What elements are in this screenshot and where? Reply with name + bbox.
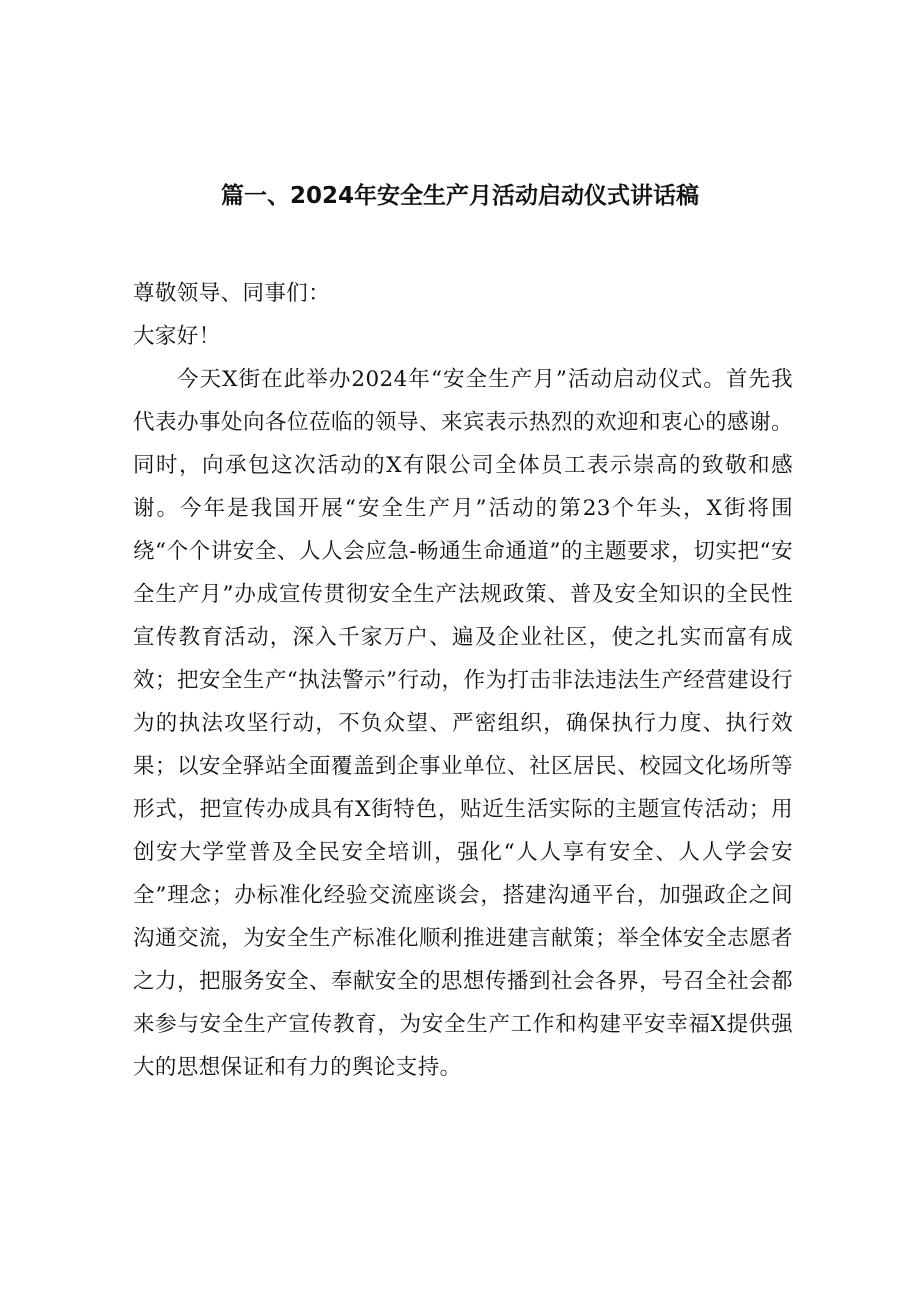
body-paragraph: 今天X街在此举办2024年“安全生产月”活动启动仪式。首先我代表办事处向各位莅临的领导、来宾表示热烈的欢迎和衷心的感谢。同时，向承包这次活动的X有限公司全体员工表示崇高的致敬和感谢。今年是我国开展“安全生产月”活动的第23个年头，X街将围绕“个个讲安全、人人会应急-畅通生命通道”的主题要求，切实把“安全生产月”办成宣传贯彻安全生产法规政策、普及安全知识的全民性宣传教育活动，深入千家万户、遍及企业社区，使之扎实而富有成效；把安全生产“执法警示”行动，作为打击非法违法生产经营建设行为的执法攻坚行动，不负众望、严密组织，确保执行力度、执行效果；以安全驿站全面覆盖到企事业单位、社区居民、校园文化场所等形式，把宣传办成具有X街特色，贴近生活实际的主题宣传活动；用创安大学堂普及全民安全培训，强化“人人享有安全、人人学会安全”理念；办标准化经验交流座谈会，搭建沟通平台，加强政企之间沟通交流，为安全生产标准化顺利推进建言献策；举全体安全志愿者之力，把服务安全、奉献安全的思想传播到社会各界，号召全社会都来参与安全生产宣传教育，为安全生产工作和构建平安幸福X提供强大的思想保证和有力的舆论支持。 bbox=[133, 367, 793, 1080]
document-title: 篇一、2024年安全生产月活动启动仪式讲话稿 bbox=[220, 183, 699, 209]
salutation-line: 尊敬领导、同事们： bbox=[133, 281, 331, 306]
greeting-line: 大家好！ bbox=[133, 324, 221, 349]
